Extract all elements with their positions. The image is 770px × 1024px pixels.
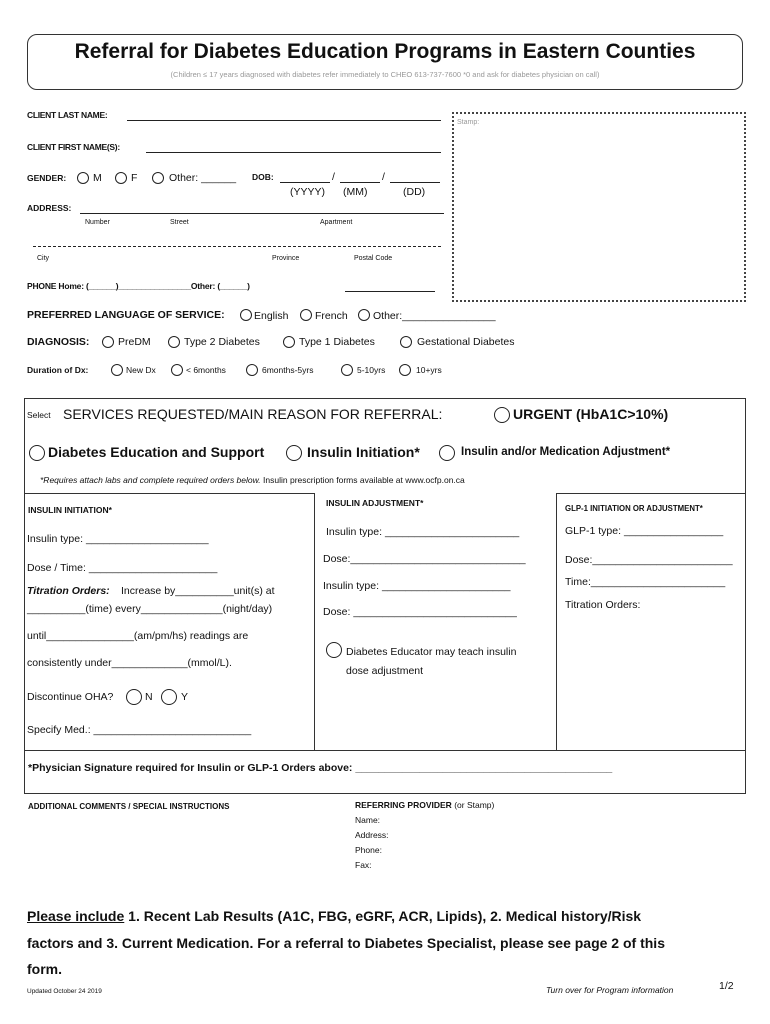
glp1-type-field[interactable]: GLP-1 type: _________________ [565, 525, 724, 537]
services-row-divider-right [556, 493, 746, 494]
signature-divider [24, 750, 746, 751]
dob-mm-field[interactable] [340, 182, 380, 183]
discontinue-y-radio[interactable] [161, 689, 177, 705]
phone-label: PHONE Home: (______)________________Other: (______) [27, 281, 250, 291]
discontinue-y-label: Y [181, 691, 189, 703]
services-col-divider-1 [314, 493, 315, 750]
insulin-adj-dose2-field[interactable]: Dose: ____________________________ [323, 606, 517, 618]
diagnosis-predm-radio[interactable] [102, 336, 114, 348]
titration-label: Titration Orders: [27, 585, 110, 597]
language-other-label: Other:________________ [373, 310, 496, 322]
gender-other-label: Other: ______ [169, 172, 237, 184]
service-insulin-init-radio[interactable] [286, 445, 302, 461]
comments-label: ADDITIONAL COMMENTS / SPECIAL INSTRUCTIONS [28, 802, 230, 811]
titration-increase-field[interactable]: Increase by__________unit(s) at [121, 585, 275, 597]
please-include-underlined: Please include [27, 908, 125, 924]
provider-heading: REFERRING PROVIDER [355, 800, 452, 810]
stamp-box[interactable] [452, 112, 746, 302]
gender-other-radio[interactable] [152, 172, 164, 184]
discontinue-n-label: N [145, 691, 153, 703]
duration-6m5y-label: 6months-5yrs [262, 365, 314, 375]
gender-m-radio[interactable] [77, 172, 89, 184]
insulin-adj-type1-field[interactable]: Insulin type: _______________________ [326, 526, 520, 538]
language-french-label: French [315, 310, 348, 322]
duration-new-label: New Dx [126, 365, 156, 375]
provider-heading-wrap [355, 800, 494, 810]
duration-label: Duration of Dx: [27, 365, 89, 375]
insulin-init-heading: INSULIN INITIATION* [28, 505, 112, 515]
dob-dd-field[interactable] [390, 182, 440, 183]
dob-yyyy-field[interactable] [280, 182, 330, 183]
turn-over-note: Turn over for Program information [546, 985, 674, 995]
footer-include-line-2: factors and 3. Current Medication. For a referral to Diabetes Specialist, please see page 2 of this [27, 935, 665, 951]
duration-6m5y-radio[interactable] [246, 364, 258, 376]
service-education-radio[interactable] [29, 445, 45, 461]
educator-label-2: dose adjustment [346, 665, 424, 677]
insulin-adj-heading: INSULIN ADJUSTMENT* [326, 498, 424, 508]
gender-f-label: F [131, 172, 138, 184]
services-col-divider-2 [556, 493, 557, 750]
physician-signature-field[interactable]: *Physician Signature required for Insulin or GLP-1 Orders above: ____________________________________________ [28, 762, 613, 774]
address-field[interactable] [80, 213, 444, 214]
address-province-label: Province [272, 255, 300, 262]
provider-name-label: Name: [355, 815, 381, 825]
service-education-label: Diabetes Education and Support [48, 444, 265, 460]
page-number: 1/2 [719, 980, 734, 992]
phone-other-field[interactable] [345, 291, 435, 292]
specify-med-field[interactable]: Specify Med.: ___________________________ [27, 724, 252, 736]
diagnosis-type1-label: Type 1 Diabetes [299, 336, 375, 348]
provider-fax-label: Fax: [355, 860, 372, 870]
dob-dd-label: (DD) [403, 186, 426, 198]
page-subtitle: (Children ≤ 17 years diagnosed with diabetes refer immediately to CHEO 613-737-7600 *0 and ask for diabetes physician on call) [170, 70, 600, 79]
glp1-titration-label: Titration Orders: [565, 599, 641, 611]
language-english-radio[interactable] [240, 309, 252, 321]
urgent-label: URGENT (HbA1C>10%) [513, 406, 669, 422]
duration-5-10y-radio[interactable] [341, 364, 353, 376]
client-first-name-field[interactable] [146, 152, 441, 153]
educator-radio[interactable] [326, 642, 342, 658]
glp1-dose-field[interactable]: Dose:________________________ [565, 554, 733, 566]
dob-yyyy-label: (YYYY) [290, 186, 326, 198]
gender-f-radio[interactable] [115, 172, 127, 184]
titration-under-field[interactable]: consistently under_____________(mmol/L). [27, 657, 232, 669]
discontinue-oha-label: Discontinue OHA? [27, 691, 114, 703]
duration-10plus-label: 10+yrs [416, 365, 442, 375]
address-apartment-label: Apartment [320, 219, 353, 226]
urgent-radio[interactable] [494, 407, 510, 423]
dob-mm-label: (MM) [343, 186, 368, 198]
address-number-label: Number [85, 219, 110, 226]
service-adjustment-label: Insulin and/or Medication Adjustment* [461, 446, 671, 458]
diagnosis-predm-label: PreDM [118, 336, 151, 348]
client-first-name-label: CLIENT FIRST NAME(S): [27, 142, 120, 152]
diagnosis-gestational-radio[interactable] [400, 336, 412, 348]
address-label: ADDRESS: [27, 203, 72, 213]
glp1-time-field[interactable]: Time:_______________________ [565, 576, 726, 588]
service-insulin-init-label: Insulin Initiation* [307, 444, 420, 460]
gender-m-label: M [93, 172, 102, 184]
service-adjustment-radio[interactable] [439, 445, 455, 461]
provider-phone-label: Phone: [355, 845, 382, 855]
services-select-label: Select [27, 410, 51, 420]
educator-label-1: Diabetes Educator may teach insulin [346, 646, 517, 658]
language-other-radio[interactable] [358, 309, 370, 321]
insulin-adj-type2-field[interactable]: Insulin type: ______________________ [323, 580, 511, 592]
services-note-italic: *Requires attach labs and complete required orders below. [40, 475, 261, 485]
address-city-label: City [37, 255, 50, 262]
titration-until-field[interactable]: until_______________(am/pm/hs) readings are [27, 630, 249, 642]
dob-slash-2: / [382, 171, 385, 183]
page-title: Referral for Diabetes Education Programs in Eastern Counties [74, 40, 696, 63]
language-english-label: English [254, 310, 289, 322]
provider-address-label: Address: [355, 830, 389, 840]
client-last-name-label: CLIENT LAST NAME: [27, 110, 108, 120]
duration-lt6m-label: < 6months [186, 365, 226, 375]
discontinue-n-radio[interactable] [126, 689, 142, 705]
client-last-name-field[interactable] [127, 120, 441, 121]
updated-date: Updated October 24 2019 [27, 988, 102, 995]
duration-10plus-radio[interactable] [399, 364, 411, 376]
diagnosis-type2-radio[interactable] [168, 336, 180, 348]
gender-label: GENDER: [27, 173, 67, 183]
services-heading: SERVICES REQUESTED/MAIN REASON FOR REFERRAL: [63, 406, 443, 422]
footer-include-line-1 [27, 908, 641, 924]
language-french-radio[interactable] [300, 309, 312, 321]
provider-stamp: (or Stamp) [454, 800, 495, 810]
services-row-divider-left [24, 493, 314, 494]
dob-slash-1: / [332, 171, 335, 183]
duration-5-10y-label: 5-10yrs [357, 365, 386, 375]
diagnosis-type1-radio[interactable] [283, 336, 295, 348]
diagnosis-gestational-label: Gestational Diabetes [417, 336, 515, 348]
duration-new-radio[interactable] [111, 364, 123, 376]
address-postal-label: Postal Code [354, 255, 393, 262]
insulin-init-type-field[interactable]: Insulin type: _____________________ [27, 533, 209, 545]
language-label: PREFERRED LANGUAGE OF SERVICE: [27, 309, 225, 321]
insulin-init-dose-field[interactable]: Dose / Time: ______________________ [27, 562, 218, 574]
diagnosis-type2-label: Type 2 Diabetes [184, 336, 260, 348]
duration-lt6m-radio[interactable] [171, 364, 183, 376]
please-include-rest: 1. Recent Lab Results (A1C, FBG, eGRF, ACR, Lipids), 2. Medical history/Risk [124, 908, 642, 924]
insulin-adj-dose1-field[interactable]: Dose:______________________________ [323, 553, 526, 565]
stamp-label: Stamp: [457, 119, 480, 126]
address-street-label: Street [170, 219, 189, 226]
dob-label: DOB: [252, 172, 274, 182]
services-note-rest: Insulin prescription forms available at www.ocfp.on.ca [263, 475, 465, 485]
footer-include-line-3: form. [27, 961, 62, 977]
diagnosis-label: DIAGNOSIS: [27, 336, 90, 348]
glp1-heading: GLP-1 INITIATION OR ADJUSTMENT* [565, 504, 703, 513]
titration-time-field[interactable]: __________(time) every______________(night/day) [27, 603, 273, 615]
services-note [40, 475, 465, 485]
address-city-field[interactable] [33, 246, 441, 247]
